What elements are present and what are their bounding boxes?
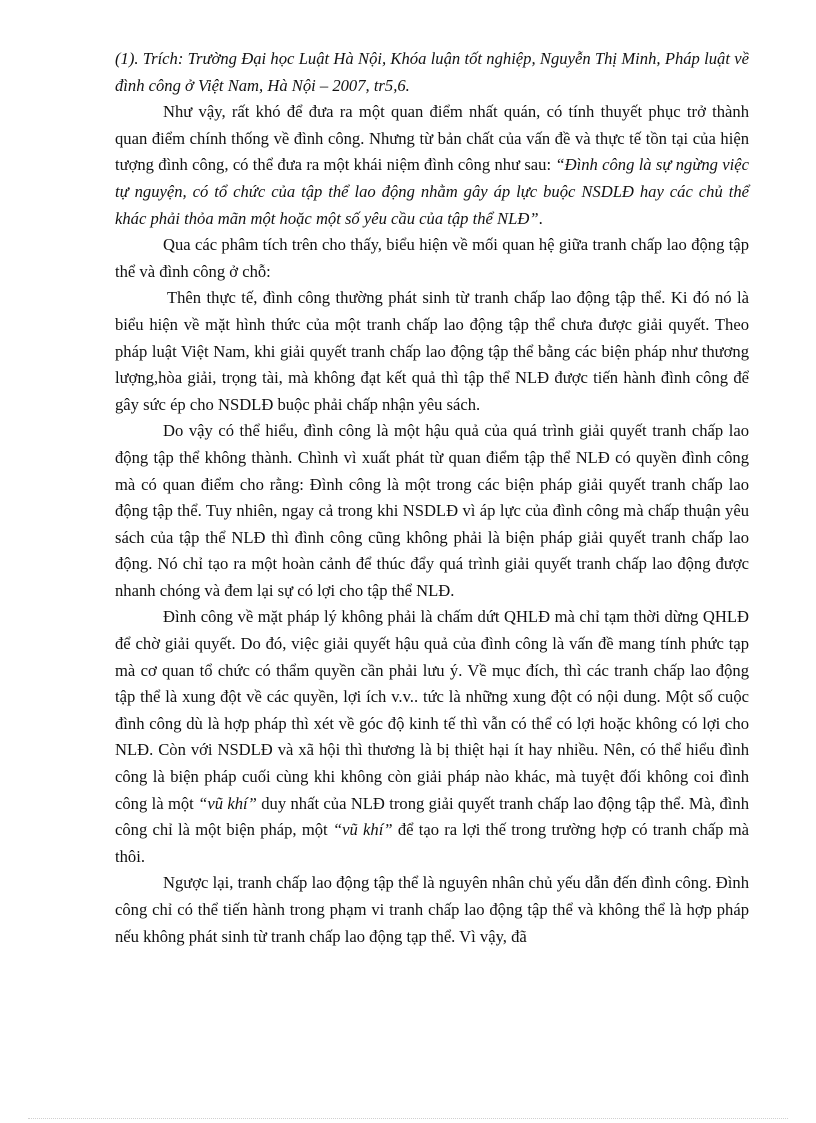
document-page	[115, 46, 749, 950]
weapon-quote-1: “vũ khí”	[198, 793, 257, 813]
weapon-quote-2: “vũ khí”	[332, 820, 393, 840]
paragraph-legal-aspect-c: để tạo ra lợi thế trong trường hợp có tranh chấp mà thôi.	[115, 820, 749, 866]
paragraph-definition-text: Như vậy, rất khó để đưa ra một quan điểm nhất quán, có tính thuyết phục trở thành quan điểm chính thống về đình công. Nhưng từ bản chất của vấn đề và thực tế tồn tại của hiện tượng đình công, có thể đưa ra một khái niệm đình công như sau:	[115, 102, 749, 175]
paragraph-legal-aspect-b: duy nhất của NLĐ trong giải quyết tranh chấp lao động tập thể. Mà, đình công chỉ là một biện pháp, một	[115, 793, 749, 840]
paragraph-cause: Ngược lại, tranh chấp lao động tập thể là nguyên nhân chủ yếu dẫn đến đình công. Đình công chỉ có thể tiến hành trong phạm vi tranh chấp lao động tập thể và không thể là hợp pháp nếu không phát sinh từ tranh chấp lao động tạp thể. Vì vậy, đã	[115, 873, 749, 946]
paragraph-definition	[115, 99, 749, 232]
page-bottom-divider	[28, 1118, 788, 1119]
paragraph-definition-end: .	[538, 208, 543, 228]
paragraph-consequence: Do vậy có thể hiểu, đình công là một hậu quả của quá trình giải quyết tranh chấp lao động tập thể không thành. Chình vì xuất phát từ quan điểm tập thể NLĐ có quyền đình công mà có quan điểm cho rằng: Đình công là một trong các biện pháp giải quyết tranh chấp lao động tập thể. Tuy nhiên, ngay cả trong khi NSDLĐ vì áp lực của đình công mà chấp thuận yêu sách của tập thể NLĐ thì đình công cũng không phải là biện pháp giải quyết tranh chấp lao động. Nó chỉ tạo ra một hoàn cảnh để thúc đẩy quá trình giải quyết tranh chấp lao động được nhanh chóng và đem lại sự có lợi cho tập thể NLĐ.	[115, 421, 749, 600]
paragraph-legal-aspect	[115, 604, 749, 870]
paragraph-legal-aspect-a: Đình công về mặt pháp lý không phải là chấm dứt QHLĐ mà chỉ tạm thời dừng QHLĐ để chờ giải quyết. Do đó, việc giải quyết hậu quả của đình công là vấn đề mang tính phức tạp mà cơ quan tổ chức có thẩm quyền cần phải lưu ý. Về mục đích, thì các tranh chấp lao động tập thể là xung đột về các quyền, lợi ích v.v.. tức là những xung đột có nội dung. Một số cuộc đình công dù là hợp pháp thì xét về góc độ kinh tế thì vẫn có thể có lợi hoặc không có lợi cho NLĐ. Còn với NSDLĐ và xã hội thì thương là bị thiệt hại ít hay nhiều. Nên, có thể hiểu đình công là biện pháp cuối cùng khi không còn giải pháp nào khác, mà tuyệt đối không coi đình công là một	[115, 607, 749, 813]
citation-note: (1). Trích: Trường Đại học Luật Hà Nội, Khóa luận tốt nghiệp, Nguyễn Thị Minh, Pháp luật về đình công ở Việt Nam, Hà Nội – 2007, tr5,6.	[115, 49, 749, 95]
definition-quote: “Đình công là sự ngừng việc tự nguyện, có tổ chức của tập thể lao động nhằm gây áp lực buộc NSDLĐ hay các chủ thể khác phải thỏa mãn một hoặc một số yêu cầu của tập thể NLĐ”	[115, 155, 749, 228]
paragraph-origin: Thên thực tế, đình công thường phát sinh từ tranh chấp lao động tập thể. Ki đó nó là biểu hiện về mặt hình thức của một tranh chấp lao động tập thể chưa được giải quyết. Theo pháp luật Việt Nam, khi giải quyết tranh chấp lao động tập thể bằng các biện pháp như thương lượng,hòa giải, trọng tài, mà không đạt kết quả thì tập thể NLĐ được tiến hành đình công để gây sức ép cho NSDLĐ buộc phải chấp nhận yêu sách.	[115, 288, 749, 414]
paragraph-relationship-intro: Qua các phâm tích trên cho thấy, biểu hiện về mối quan hệ giữa tranh chấp lao động tập thể và đình công ở chỗ:	[115, 235, 749, 281]
